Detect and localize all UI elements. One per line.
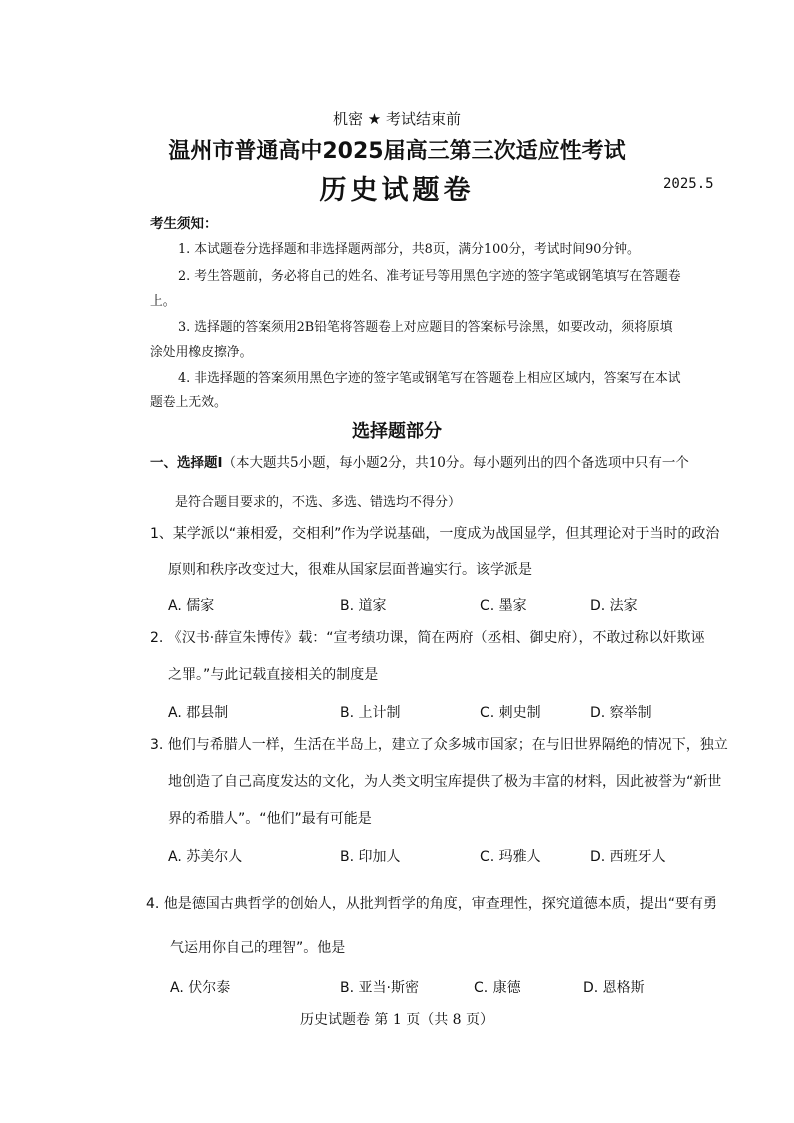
option-b: B. 亚当·斯密 <box>340 980 419 996</box>
notice-heading: 考生须知： <box>150 216 218 232</box>
notice-line: 3. 选择题的答案须用2B铅笔将答题卷上对应题目的答案标号涂黑，如要改动，须将原填 <box>178 320 673 335</box>
option-a: A. 儒家 <box>168 598 215 614</box>
page-footer: 历史试题卷 第 1 页（共 8 页） <box>299 1012 495 1028</box>
notice-line: 1. 本试题卷分选择题和非选择题两部分，共8页，满分100分，考试时间90分钟。 <box>178 242 640 257</box>
option-a: A. 郡县制 <box>168 705 229 721</box>
notice-line: 上。 <box>150 294 176 309</box>
question-text: 地创造了自己高度发达的文化，为人类文明宝库提供了极为丰富的材料，因此被誉为“新世 <box>168 774 722 790</box>
option-c: C. 刺史制 <box>480 705 541 721</box>
option-b: B. 道家 <box>340 598 387 614</box>
question-text: 1、某学派以“兼相爱，交相利”作为学说基础，一度成为战国显学，但其理论对于当时的政治 <box>150 526 720 542</box>
notice-line: 题卷上无效。 <box>150 395 227 410</box>
question-text: 气运用你自己的理智”。他是 <box>170 940 346 956</box>
notice-line: 2. 考生答题前，务必将自己的姓名、准考证号等用黑色字迹的签字笔或钢笔填写在答题卷 <box>178 269 681 284</box>
option-a: A. 伏尔泰 <box>170 980 231 996</box>
option-d: D. 西班牙人 <box>590 849 666 865</box>
exam-date: 2025.5 <box>663 176 714 192</box>
notice-line: 涂处用橡皮擦净。 <box>150 345 253 360</box>
option-d: D. 法家 <box>590 598 638 614</box>
option-a: A. 苏美尔人 <box>168 849 243 865</box>
question-text: 原则和秩序改变过大，很难从国家层面普遍实行。该学派是 <box>168 562 532 578</box>
option-b: B. 印加人 <box>340 849 401 865</box>
notice-line: 4. 非选择题的答案须用黑色字迹的签字笔或钢笔写在答题卷上相应区域内，答案写在本试 <box>178 371 681 386</box>
question-text: 之罪。”与此记载直接相关的制度是 <box>168 667 379 683</box>
section-title: 选择题部分 <box>352 421 442 442</box>
confidential-label: 机密 ★ 考试结束前 <box>333 110 461 128</box>
question-text: 界的希腊人”。“他们”最有可能是 <box>168 811 372 827</box>
option-b: B. 上计制 <box>340 705 401 721</box>
question-text: 3. 他们与希腊人一样，生活在半岛上，建立了众多城市国家；在与旧世界隔绝的情况下，独立 <box>150 737 728 753</box>
option-d: D. 察举制 <box>590 705 652 721</box>
exam-subtitle: 历史试题卷 <box>319 175 475 206</box>
part-description: （本大题共5小题，每小题2分，共10分。每小题列出的四个备选项中只有一个 <box>222 455 689 471</box>
option-d: D. 恩格斯 <box>583 980 645 996</box>
question-text: 2. 《汉书·薛宣朱博传》载：“宣考绩功课，简在两府（丞相、御史府），不敢过称以奸欺诬 <box>150 630 705 646</box>
part-label: 一、选择题Ⅰ <box>150 455 223 471</box>
option-c: C. 玛雅人 <box>480 849 541 865</box>
exam-title: 温州市普通高中2025届高三第三次适应性考试 <box>168 139 626 164</box>
part-description-continued: 是符合题目要求的，不选、多选、错选均不得分） <box>175 495 462 510</box>
option-c: C. 康德 <box>474 980 521 996</box>
question-text: 4. 他是德国古典哲学的创始人，从批判哲学的角度，审查理性，探究道德本质，提出“要有勇 <box>146 896 718 912</box>
option-c: C. 墨家 <box>480 598 527 614</box>
part-heading <box>150 451 689 471</box>
